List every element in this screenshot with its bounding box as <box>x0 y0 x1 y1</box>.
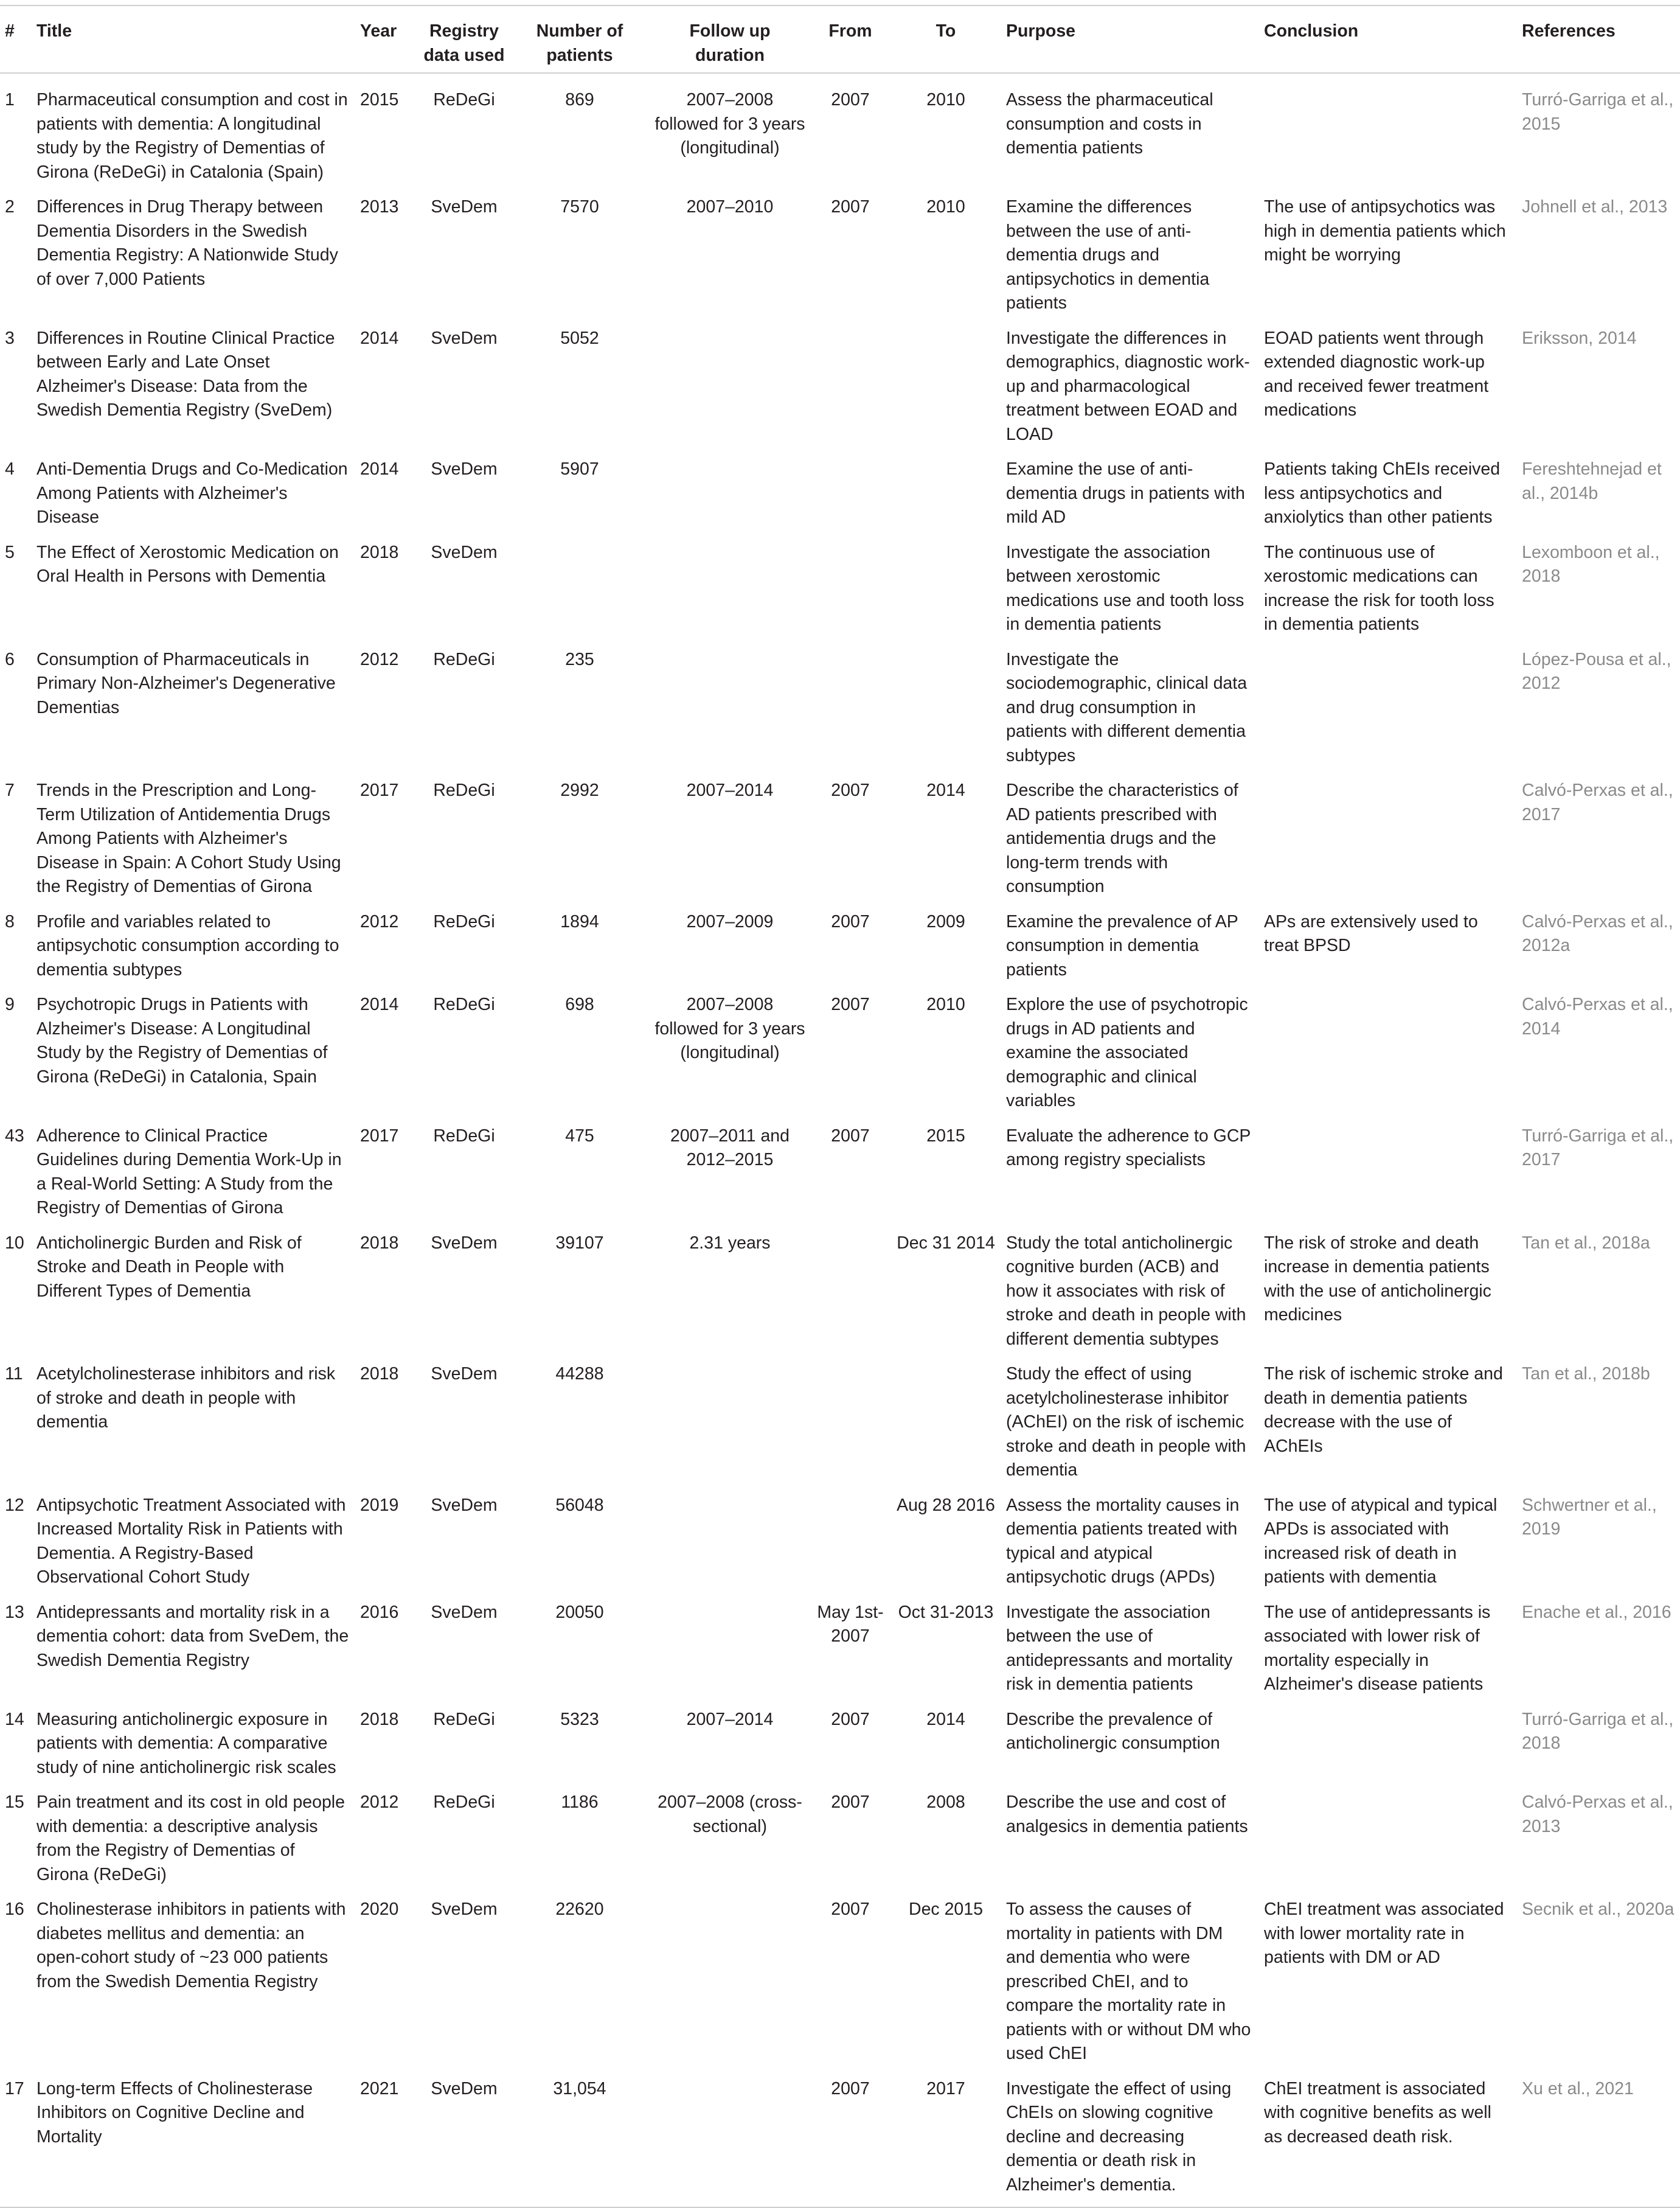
row-conclusion <box>1259 773 1517 904</box>
header-title: Title <box>32 5 355 73</box>
row-patients: 20050 <box>555 1602 604 1622</box>
row-patients: 475 <box>565 1126 594 1146</box>
row-from: 2007 <box>831 1709 870 1729</box>
table-row <box>0 1595 1680 1702</box>
row-number: 17 <box>5 2078 24 2098</box>
row-to <box>890 1356 1001 1488</box>
row-purpose: Explore the use of psychotropic drugs in AD patients and examine the associated demographic and clinical variables <box>1006 995 1248 1110</box>
row-followup: 2007–2009 <box>686 911 774 932</box>
header-purpose: Purpose <box>1001 5 1259 73</box>
row-number: 11 <box>5 1364 23 1384</box>
row-conclusion: The use of antipsychotics was high in dementia patients which might be worrying <box>1264 197 1506 265</box>
row-to: Oct 31-2013 <box>898 1602 994 1622</box>
row-patients <box>510 535 650 642</box>
row-purpose: Investigate the sociodemographic, clinical data and drug consumption in patients with different dementia subtypes <box>1006 649 1248 765</box>
row-registry: SveDem <box>431 328 498 348</box>
row-number: 5 <box>5 542 15 562</box>
row-title: Antipsychotic Treatment Associated with Increased Mortality Risk in Patients with Dementia. A Registry-Based Observational Cohort Study <box>36 1495 346 1587</box>
header-from: From <box>810 5 890 73</box>
row-registry: ReDeGi <box>433 995 495 1014</box>
row-registry: SveDem <box>431 2078 498 2098</box>
row-title: Differences in Routine Clinical Practice between Early and Late Onset Alzheimer's Disease: Data from the Swedish Dementia Registry (SveDem) <box>36 328 335 420</box>
row-title: Pain treatment and its cost in old people with dementia: a descriptive analysis from the Registry of Dementias of Girona (ReDeGi) <box>36 1792 345 1884</box>
table-body <box>0 73 1680 2202</box>
table-row <box>0 189 1680 321</box>
row-number: 16 <box>5 1900 24 1919</box>
row-registry: ReDeGi <box>433 1709 495 1729</box>
row-year: 2018 <box>360 542 399 562</box>
table-row <box>0 1488 1680 1595</box>
row-conclusion: The risk of ischemic stroke and death in dementia patients decrease with the use of AChEIs <box>1264 1364 1503 1456</box>
row-references[interactable]: Turró-Garriga et al., 2017 <box>1522 1126 1674 1169</box>
row-title: Profile and variables related to antipsychotic consumption according to dementia subtypes <box>36 911 339 980</box>
row-to <box>890 642 1001 773</box>
row-references[interactable]: Lexomboon et al., 2018 <box>1522 542 1660 586</box>
row-references[interactable]: Eriksson, 2014 <box>1522 328 1637 348</box>
row-purpose: Examine the differences between the use of anti-dementia drugs and antipsychotics in dementia patients <box>1006 197 1210 313</box>
row-title: Anti-Dementia Drugs and Co-Medication Among Patients with Alzheimer's Disease <box>36 459 348 527</box>
row-conclusion <box>1259 1702 1517 1785</box>
header-registry: Registry data used <box>418 5 510 73</box>
row-references[interactable]: Enache et al., 2016 <box>1522 1602 1671 1622</box>
row-to: 2014 <box>926 781 965 800</box>
row-number: 14 <box>5 1709 24 1729</box>
table-row <box>0 1225 1680 1357</box>
studies-table <box>0 5 1680 2202</box>
row-followup <box>650 2071 810 2203</box>
row-from: 2007 <box>831 781 870 800</box>
row-title: Trends in the Prescription and Long-Term Utilization of Antidementia Drugs Among Patients with Alzheimer's Disease in Spain: A Cohort Study Using the Registry of Dementias of Girona <box>36 781 341 896</box>
row-registry: ReDeGi <box>433 781 495 800</box>
row-purpose: Study the effect of using acetylcholinesterase inhibitor (AChEI) on the risk of ischemic stroke and death in people with dementia <box>1006 1364 1246 1480</box>
row-patients: 22620 <box>555 1900 604 1919</box>
row-number: 1 <box>5 90 15 110</box>
row-year: 2019 <box>360 1495 399 1515</box>
row-year: 2013 <box>360 197 399 217</box>
row-purpose: Investigate the differences in demographics, diagnostic work-up and pharmacological treatment between EOAD and LOAD <box>1006 328 1250 444</box>
row-conclusion <box>1259 987 1517 1118</box>
row-patients: 44288 <box>555 1364 604 1384</box>
row-conclusion <box>1259 1785 1517 1892</box>
row-title: Measuring anticholinergic exposure in patients with dementia: A comparative study of nine anticholinergic risk scales <box>36 1709 336 1777</box>
row-title: Anticholinergic Burden and Risk of Stroke and Death in People with Different Types of Dementia <box>36 1233 302 1301</box>
row-number: 43 <box>5 1126 24 1146</box>
row-purpose: Investigate the association between xerostomic medications use and tooth loss in dementia patients <box>1006 542 1244 634</box>
row-title: Antidepressants and mortality risk in a dementia cohort: data from SveDem, the Swedish Dementia Registry <box>36 1602 349 1670</box>
row-registry: ReDeGi <box>433 649 495 669</box>
row-patients: 5907 <box>560 459 599 479</box>
row-number: 13 <box>5 1602 24 1622</box>
row-from <box>810 321 890 452</box>
table-row <box>0 642 1680 773</box>
row-purpose: Examine the prevalence of AP consumption in dementia patients <box>1006 911 1238 980</box>
table-row <box>0 1785 1680 1892</box>
row-from <box>810 535 890 642</box>
row-to: 2008 <box>926 1792 965 1812</box>
row-registry: SveDem <box>431 1495 498 1515</box>
row-to: 2010 <box>926 90 965 110</box>
row-patients: 869 <box>565 90 594 110</box>
row-year: 2014 <box>360 328 399 348</box>
row-year: 2018 <box>360 1233 399 1253</box>
row-references[interactable]: López-Pousa et al., 2012 <box>1522 649 1671 693</box>
row-references[interactable]: Calvó-Perxas et al., 2013 <box>1522 1792 1673 1836</box>
table-row <box>0 321 1680 452</box>
row-purpose: Assess the pharmaceutical consumption and costs in dementia patients <box>1006 90 1213 158</box>
row-followup: 2007–2014 <box>686 781 774 800</box>
row-from: 2007 <box>831 1792 870 1812</box>
row-purpose: Describe the use and cost of analgesics in dementia patients <box>1006 1792 1248 1836</box>
row-number: 6 <box>5 649 15 669</box>
row-registry: SveDem <box>431 197 498 217</box>
row-to: 2015 <box>926 1126 965 1146</box>
row-patients: 5052 <box>560 328 599 348</box>
row-followup <box>650 1356 810 1488</box>
row-followup: 2007–2008 followed for 3 years (longitudinal) <box>654 995 805 1062</box>
row-patients: 7570 <box>560 197 599 217</box>
row-references[interactable]: Calvó-Perxas et al., 2014 <box>1522 995 1673 1039</box>
row-number: 9 <box>5 995 15 1014</box>
row-patients: 56048 <box>555 1495 604 1515</box>
header-patients: Number of patients <box>510 5 650 73</box>
row-followup <box>650 1595 810 1702</box>
row-to: Dec 31 2014 <box>897 1233 995 1253</box>
row-registry: ReDeGi <box>433 90 495 110</box>
row-title: Adherence to Clinical Practice Guidelines during Dementia Work-Up in a Real-World Setting: A Study from the Registry of Dementias of Girona <box>36 1126 342 1217</box>
table-row <box>0 73 1680 189</box>
row-registry: ReDeGi <box>433 1126 495 1146</box>
table-row <box>0 451 1680 535</box>
row-followup: 2007–2008 followed for 3 years (longitudinal) <box>654 90 805 158</box>
row-purpose: Assess the mortality causes in dementia patients treated with typical and atypical antipsychotic drugs (APDs) <box>1006 1495 1240 1587</box>
row-year: 2012 <box>360 649 399 669</box>
row-purpose: To assess the causes of mortality in patients with DM and dementia who were prescribed ChEI, and to compare the mortality rate in patients with or without DM who used ChEI <box>1006 1900 1251 2063</box>
row-to: 2014 <box>926 1709 965 1729</box>
row-conclusion <box>1259 73 1517 189</box>
row-references[interactable]: Fereshtehnejad et al., 2014b <box>1522 459 1662 503</box>
row-followup: 2007–2014 <box>686 1709 774 1729</box>
header-num: # <box>0 5 32 73</box>
row-purpose: Describe the characteristics of AD patients prescribed with antidementia drugs and the long-term trends with consumption <box>1006 781 1238 896</box>
row-conclusion: The continuous use of xerostomic medications can increase the risk for tooth loss in dementia patients <box>1264 542 1494 634</box>
row-to: 2010 <box>926 197 965 217</box>
row-followup <box>650 321 810 452</box>
row-followup <box>650 535 810 642</box>
row-number: 4 <box>5 459 15 479</box>
row-year: 2017 <box>360 1126 399 1146</box>
row-conclusion: Patients taking ChEIs received less antipsychotics and anxiolytics than other patients <box>1264 459 1501 527</box>
row-conclusion: The risk of stroke and death increase in dementia patients with the use of anticholinergic medicines <box>1264 1233 1491 1325</box>
row-purpose: Describe the prevalence of anticholinergic consumption <box>1006 1709 1220 1753</box>
row-registry: SveDem <box>431 459 498 479</box>
row-references[interactable]: Xu et al., 2021 <box>1522 2078 1634 2098</box>
row-to: Dec 2015 <box>908 1900 983 1919</box>
row-number: 15 <box>5 1792 24 1812</box>
row-references[interactable]: Calvó-Perxas et al., 2012a <box>1522 911 1673 955</box>
header-references: References <box>1517 5 1680 73</box>
row-references[interactable]: Schwertner et al., 2019 <box>1522 1495 1657 1539</box>
row-conclusion: APs are extensively used to treat BPSD <box>1264 911 1478 955</box>
row-patients: 5323 <box>560 1709 599 1729</box>
row-number: 10 <box>5 1233 24 1253</box>
row-followup <box>650 642 810 773</box>
row-registry: SveDem <box>431 1602 498 1622</box>
table-row <box>0 1118 1680 1225</box>
table-row <box>0 987 1680 1118</box>
row-year: 2018 <box>360 1709 399 1729</box>
row-title: Differences in Drug Therapy between Dementia Disorders in the Swedish Dementia Registry: A Nationwide Study of over 7,000 Patients <box>36 197 338 289</box>
row-patients: 39107 <box>555 1233 604 1253</box>
row-conclusion <box>1259 1118 1517 1225</box>
row-to: 2017 <box>926 2078 965 2098</box>
row-registry: ReDeGi <box>433 1792 495 1812</box>
row-followup: 2007–2008 (cross-sectional) <box>658 1792 802 1836</box>
row-followup: 2007–2011 and 2012–2015 <box>670 1126 790 1169</box>
row-to <box>890 451 1001 535</box>
row-references[interactable]: Calvó-Perxas et al., 2017 <box>1522 781 1673 824</box>
row-from: 2007 <box>831 995 870 1014</box>
table-row <box>0 1702 1680 1785</box>
row-number: 12 <box>5 1495 24 1515</box>
row-year: 2021 <box>360 2078 399 2098</box>
row-conclusion: The use of atypical and typical APDs is associated with increased risk of death in patients with dementia <box>1264 1495 1498 1587</box>
table-row <box>0 1892 1680 2071</box>
row-purpose: Study the total anticholinergic cognitive burden (ACB) and how it associates with risk of stroke and death in people with different dementia subtypes <box>1006 1233 1246 1349</box>
row-purpose: Investigate the effect of using ChEIs on slowing cognitive decline and decreasing dementia or death risk in Alzheimer's dementia. <box>1006 2078 1232 2195</box>
row-to <box>890 535 1001 642</box>
row-from <box>810 451 890 535</box>
row-from <box>810 1488 890 1595</box>
row-patients: 698 <box>565 995 594 1014</box>
row-followup <box>650 451 810 535</box>
row-number: 3 <box>5 328 15 348</box>
row-purpose: Evaluate the adherence to GCP among registry specialists <box>1006 1126 1251 1169</box>
row-references[interactable]: Tan et al., 2018b <box>1522 1364 1650 1384</box>
row-conclusion: ChEI treatment was associated with lower mortality rate in patients with DM or AD <box>1264 1900 1504 1967</box>
row-from <box>810 1356 890 1488</box>
table-row <box>0 2071 1680 2203</box>
row-followup: 2007–2010 <box>686 197 774 217</box>
table-header-row <box>0 5 1680 73</box>
row-patients: 235 <box>565 649 594 669</box>
header-followup: Follow up duration <box>650 5 810 73</box>
row-to: Aug 28 2016 <box>897 1495 995 1515</box>
row-year: 2016 <box>360 1602 399 1622</box>
row-followup <box>650 1488 810 1595</box>
row-registry: SveDem <box>431 542 498 562</box>
table-row <box>0 773 1680 904</box>
row-year: 2018 <box>360 1364 399 1384</box>
row-followup <box>650 1892 810 2071</box>
row-references[interactable]: Tan et al., 2018a <box>1522 1233 1650 1253</box>
row-title: Pharmaceutical consumption and cost in patients with dementia: A longitudinal study by the Registry of Dementias of Girona (ReDeGi) in Catalonia (Spain) <box>36 90 348 182</box>
row-registry: SveDem <box>431 1364 498 1384</box>
row-conclusion: ChEI treatment is associated with cognitive benefits as well as decreased death risk. <box>1264 2078 1491 2147</box>
row-references[interactable]: Turró-Garriga et al., 2018 <box>1522 1709 1674 1753</box>
row-number: 2 <box>5 197 15 217</box>
row-from: 2007 <box>831 1126 870 1146</box>
row-from: 2007 <box>831 911 870 932</box>
row-references[interactable]: Secnik et al., 2020a <box>1522 1900 1675 1919</box>
row-from: May 1st-2007 <box>817 1602 884 1646</box>
row-year: 2012 <box>360 1792 399 1812</box>
header-year: Year <box>355 5 418 73</box>
row-from: 2007 <box>831 1900 870 1919</box>
table-row <box>0 1356 1680 1488</box>
row-patients: 1894 <box>560 911 599 932</box>
row-followup: 2.31 years <box>689 1233 771 1253</box>
row-number: 8 <box>5 911 15 932</box>
row-conclusion: The use of antidepressants is associated with lower risk of mortality especially in Alzheimer's disease patients <box>1264 1602 1491 1694</box>
row-patients: 31,054 <box>553 2078 606 2098</box>
row-year: 2015 <box>360 90 399 110</box>
row-to: 2010 <box>926 995 965 1014</box>
row-year: 2020 <box>360 1900 399 1919</box>
row-purpose: Examine the use of anti-dementia drugs in patients with mild AD <box>1006 459 1245 527</box>
row-title: Long-term Effects of Cholinesterase Inhibitors on Cognitive Decline and Mortality <box>36 2078 313 2147</box>
row-conclusion <box>1259 642 1517 773</box>
row-title: Psychotropic Drugs in Patients with Alzheimer's Disease: A Longitudinal Study by the Registry of Dementias of Girona (ReDeGi) in Catalonia, Spain <box>36 995 328 1087</box>
row-from <box>810 642 890 773</box>
row-title: Consumption of Pharmaceuticals in Primary Non-Alzheimer's Degenerative Dementias <box>36 649 336 717</box>
row-purpose: Investigate the association between the use of antidepressants and mortality risk in dementia patients <box>1006 1602 1233 1694</box>
table-row <box>0 535 1680 642</box>
row-patients: 1186 <box>561 1792 599 1812</box>
row-to: 2009 <box>926 911 965 932</box>
row-year: 2012 <box>360 911 399 932</box>
row-references[interactable]: Turró-Garriga et al., 2015 <box>1522 90 1674 134</box>
row-from <box>810 1225 890 1357</box>
row-number: 7 <box>5 781 15 800</box>
header-conclusion: Conclusion <box>1259 5 1517 73</box>
row-from: 2007 <box>831 2078 870 2098</box>
row-patients: 2992 <box>560 781 599 800</box>
row-year: 2017 <box>360 781 399 800</box>
row-title: Acetylcholinesterase inhibitors and risk of stroke and death in people with dementia <box>36 1364 336 1432</box>
row-title: Cholinesterase inhibitors in patients with diabetes mellitus and dementia: an open-cohort study of ~23 000 patients from the Swedish Dementia Registry <box>36 1900 346 1991</box>
row-title: The Effect of Xerostomic Medication on Oral Health in Persons with Dementia <box>36 542 339 586</box>
row-conclusion: EOAD patients went through extended diagnostic work-up and received fewer treatment medications <box>1264 328 1489 420</box>
row-registry: ReDeGi <box>433 911 495 932</box>
table-row <box>0 904 1680 987</box>
row-to <box>890 321 1001 452</box>
row-year: 2014 <box>360 459 399 479</box>
row-registry: SveDem <box>431 1900 498 1919</box>
row-from: 2007 <box>831 90 870 110</box>
header-to: To <box>890 5 1001 73</box>
row-from: 2007 <box>831 197 870 217</box>
row-registry: SveDem <box>431 1233 498 1253</box>
row-references[interactable]: Johnell et al., 2013 <box>1522 197 1668 217</box>
row-year: 2014 <box>360 995 399 1014</box>
